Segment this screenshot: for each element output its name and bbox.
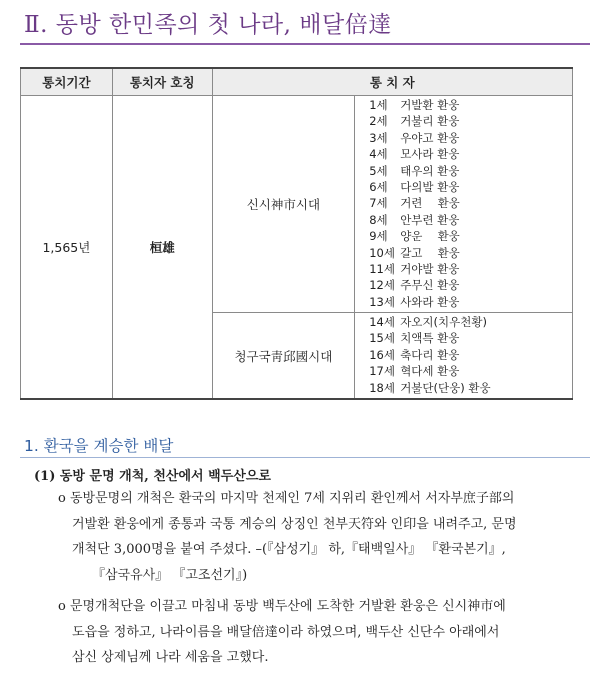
list-item [369, 228, 572, 244]
ruler-name: 치액특 환웅 [400, 331, 460, 346]
rulers-table [20, 67, 573, 400]
ruler-name: 거련 환웅 [400, 196, 460, 211]
ruler-number: 1세 [369, 98, 388, 112]
list-item [369, 380, 572, 396]
ruler-name: 주무신 환웅 [400, 278, 460, 293]
paragraph-line: o 동방문명의 개척은 환국의 마지막 천제인 7세 지위리 환인께서 서자부庶子部의 [58, 491, 515, 506]
ruler-list-cheonggu [355, 313, 573, 399]
subsection-heading: (1) 동방 문명 개척, 천산에서 백두산으로 [34, 469, 271, 484]
ruler-name: 거야발 환웅 [400, 261, 460, 276]
list-item [369, 294, 572, 310]
paragraph-line: 개척단 3,000명을 붙여 주셨다. –(『삼성기』 하,『태백일사』 『환국본기』, [72, 542, 506, 557]
list-item [369, 261, 572, 277]
paragraph-line: 삼신 상제님께 나라 세움을 고했다. [72, 650, 269, 665]
era-sinsi: 신시神市시대 [212, 96, 355, 313]
table-header-row [21, 68, 573, 96]
ruler-number: 15세 [369, 331, 395, 346]
header-period: 통치기간 [21, 68, 113, 96]
period-cell: 1,565년 [21, 96, 113, 400]
ruler-name: 양운 환웅 [400, 229, 460, 244]
ruler-number: 8세 [369, 212, 388, 227]
ruler-number: 3세 [369, 130, 388, 145]
list-item [369, 97, 572, 113]
ruler-title-cell: 桓雄 [112, 96, 212, 400]
paragraph-line: 거발환 환웅에게 종통과 국통 계승의 상징인 천부天符와 인印을 내려주고, 문명 [72, 516, 517, 532]
list-item [369, 363, 572, 379]
ruler-list-sinsi [355, 96, 573, 313]
list-item [369, 146, 572, 162]
ruler-name: 혁다세 환웅 [400, 364, 460, 379]
header-title: 통치자 호칭 [112, 68, 212, 96]
ruler-number: 2세 [369, 114, 388, 129]
section-heading: 1. 환국을 계승한 배달 [24, 437, 174, 455]
list-item [369, 113, 572, 129]
ruler-number: 6세 [369, 179, 388, 194]
paragraph-2 [58, 594, 590, 671]
section-divider [20, 457, 590, 458]
ruler-name: 사와라 환웅 [400, 294, 460, 309]
ruler-number: 4세 [369, 147, 388, 162]
title-divider [20, 43, 590, 45]
ruler-number: 16세 [369, 347, 395, 362]
ruler-name: 태우의 환웅 [400, 163, 460, 178]
ruler-number: 12세 [369, 278, 395, 293]
list-item [369, 330, 572, 346]
ruler-name: 갈고 환웅 [400, 245, 460, 260]
ruler-name: 거불리 환웅 [400, 114, 460, 129]
list-item [369, 245, 572, 261]
list-item [369, 163, 572, 179]
list-item [369, 212, 572, 228]
ruler-name: 다의발 환웅 [400, 179, 460, 194]
ruler-name: 자오지(치우천황) [400, 315, 487, 330]
ruler-name: 축다리 환웅 [400, 347, 460, 362]
paragraph-line: 『삼국유사』 『고조선기』) [92, 567, 248, 583]
header-rulers: 통 치 자 [212, 68, 572, 96]
ruler-number: 7세 [369, 196, 388, 211]
paragraph-line: o 문명개척단을 이끌고 마침내 동방 백두산에 도착한 거발환 환웅은 신시神市에 [58, 599, 506, 614]
ruler-name: 거불단(단웅) 환웅 [400, 380, 491, 395]
list-item [369, 179, 572, 195]
ruler-name: 안부련 환웅 [400, 212, 460, 227]
list-item [369, 130, 572, 146]
ruler-number: 18세 [369, 380, 395, 395]
ruler-name: 모사라 환웅 [400, 147, 460, 162]
era-cheonggu: 청구국靑邱國시대 [212, 313, 355, 399]
ruler-number: 11세 [369, 261, 395, 276]
list-item [369, 347, 572, 363]
table-row [21, 96, 573, 313]
paragraph-1 [58, 486, 590, 588]
ruler-number: 17세 [369, 364, 395, 379]
page-title: Ⅱ. 동방 한민족의 첫 나라, 배달倍達 [24, 12, 392, 38]
list-item [369, 277, 572, 293]
ruler-number: 9세 [369, 229, 388, 244]
ruler-number: 13세 [369, 294, 395, 309]
ruler-name: 거발환 환웅 [400, 98, 460, 112]
list-item [369, 195, 572, 211]
ruler-number: 5세 [369, 163, 388, 178]
ruler-number: 14세 [369, 315, 395, 330]
ruler-number: 10세 [369, 245, 395, 260]
paragraph-line: 도읍을 정하고, 나라이름을 배달倍達이라 하였으며, 백두산 신단수 아래에서 [72, 624, 500, 640]
list-item [369, 314, 572, 330]
ruler-name: 우야고 환웅 [400, 130, 460, 145]
